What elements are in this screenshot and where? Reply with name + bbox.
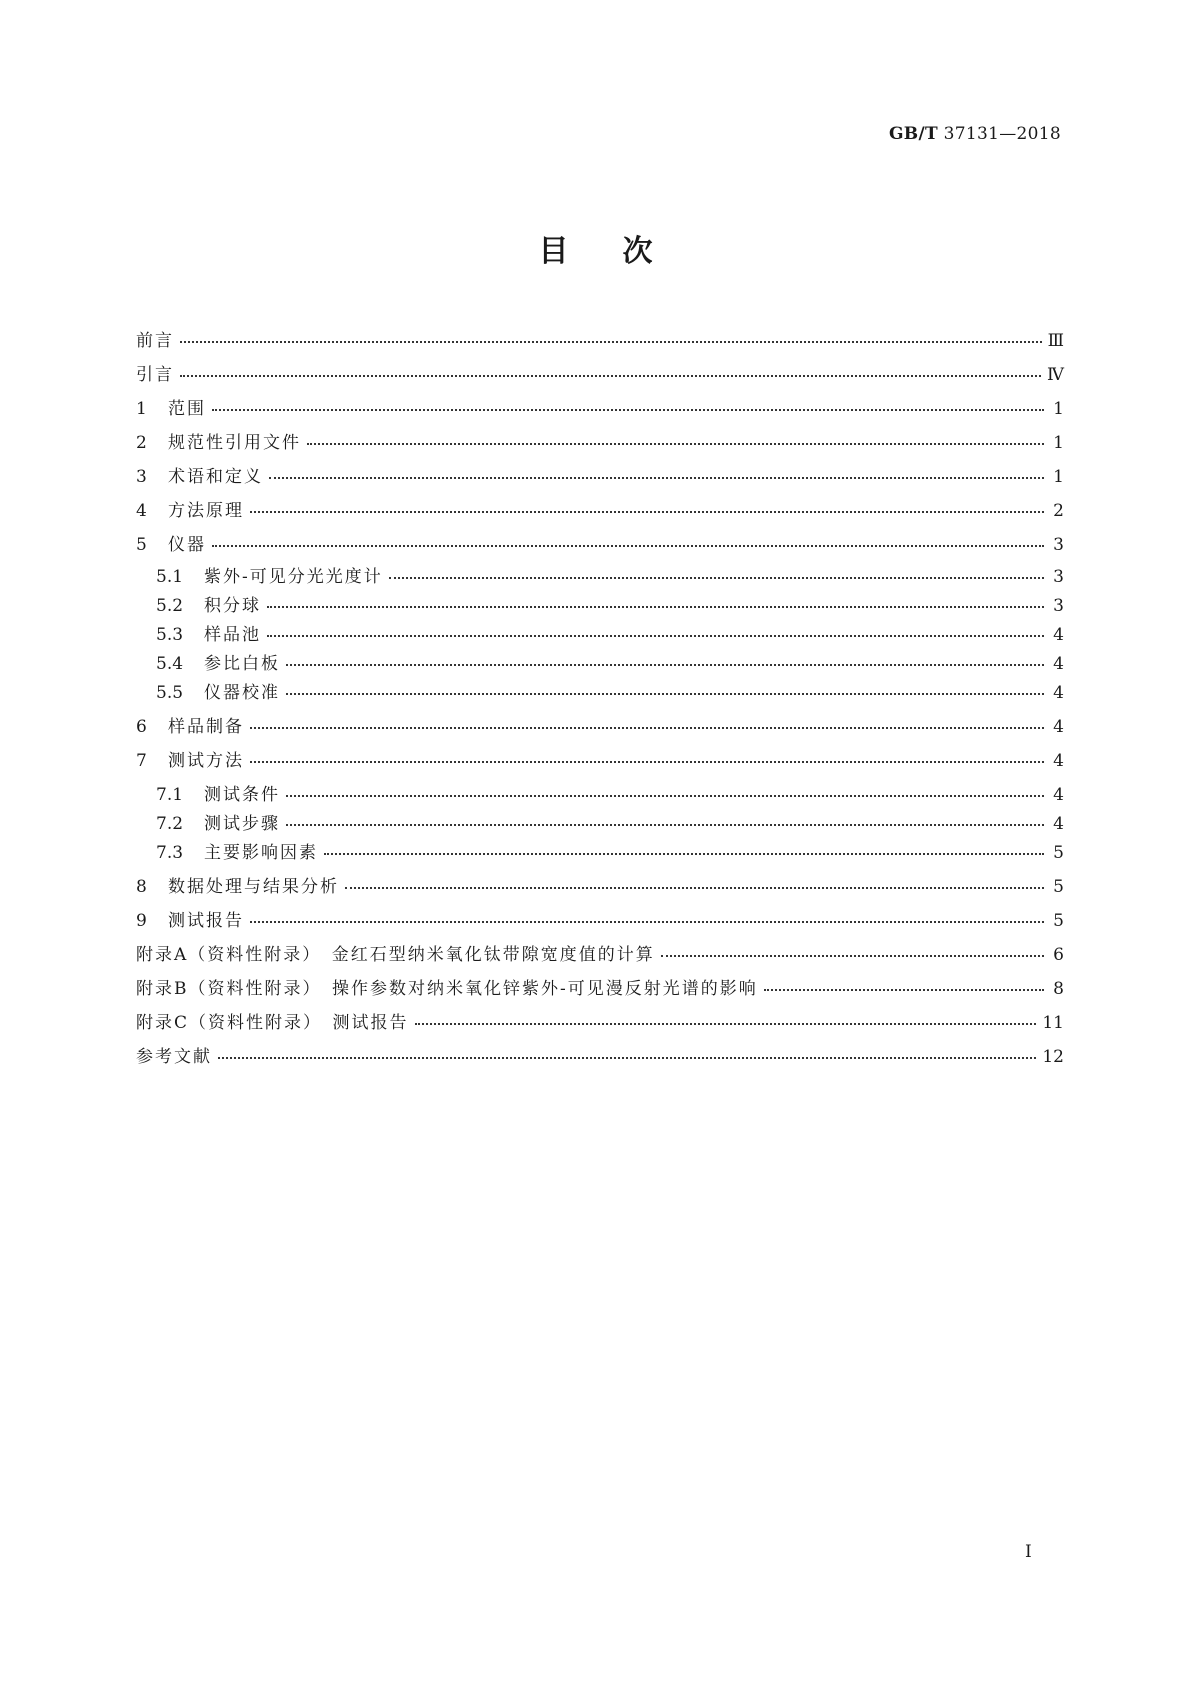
- toc-entry-label: 附录C（资料性附录） 测试报告: [136, 1013, 409, 1033]
- toc-entry-label: 主要影响因素: [204, 843, 318, 863]
- toc-entry-label: 紫外-可见分光光度计: [204, 567, 383, 587]
- toc-leader: [250, 760, 1044, 763]
- toc-entry-page: 4: [1053, 785, 1064, 805]
- toc-entry-label: 附录B（资料性附录） 操作参数对纳米氧化锌紫外-可见漫反射光谱的影响: [136, 979, 758, 999]
- toc-entry-page: 2: [1053, 501, 1064, 521]
- toc-leader: [324, 852, 1044, 855]
- toc-entry[interactable]: [136, 906, 1064, 930]
- toc-entry-page: 8: [1053, 979, 1064, 999]
- standard-code: [889, 124, 1061, 144]
- toc-entry[interactable]: [136, 872, 1064, 896]
- toc-leader: [212, 544, 1044, 547]
- toc-subentry[interactable]: [156, 838, 1064, 862]
- toc-entry-page: 4: [1053, 717, 1064, 737]
- toc-entry-page: 5: [1053, 877, 1064, 897]
- toc-entry-number: 5.2: [156, 596, 184, 616]
- toc-leader: [286, 692, 1044, 695]
- toc-entry-page: 1: [1053, 433, 1064, 453]
- toc-leader: [389, 576, 1044, 579]
- toc-entry-page: 4: [1053, 751, 1064, 771]
- toc-leader: [269, 476, 1044, 479]
- toc-leader: [286, 663, 1044, 666]
- toc-entry-page: 3: [1053, 596, 1064, 616]
- toc-entry-page: 4: [1053, 625, 1064, 645]
- toc-entry-label: 范围: [168, 399, 206, 419]
- toc-entry-number: 7.2: [156, 814, 184, 834]
- toc-entry-number: 6: [136, 717, 147, 737]
- toc-entry-references[interactable]: [136, 1042, 1064, 1066]
- toc-entry-page: Ⅳ: [1047, 365, 1064, 385]
- toc-entry[interactable]: [136, 394, 1064, 418]
- toc-entry-label: 仪器: [168, 535, 206, 555]
- toc-leader: [218, 1056, 1036, 1059]
- toc-entry-label: 规范性引用文件: [168, 433, 301, 453]
- toc-leader: [180, 340, 1042, 343]
- toc-subentry[interactable]: [156, 562, 1064, 586]
- standard-code-number: 37131—2018: [943, 124, 1061, 144]
- page-number: I: [1025, 1542, 1032, 1562]
- toc-entry-number: 3: [136, 467, 147, 487]
- toc-entry-number: 1: [136, 399, 147, 419]
- toc-leader: [415, 1022, 1037, 1025]
- toc-entry[interactable]: [136, 746, 1064, 770]
- toc-entry-page: 5: [1053, 911, 1064, 931]
- toc-leader: [661, 954, 1044, 957]
- toc-leader: [212, 408, 1044, 411]
- toc-leader: [250, 726, 1044, 729]
- toc-entry-label: 测试条件: [204, 785, 280, 805]
- toc-subentry[interactable]: [156, 780, 1064, 804]
- toc-entry-number: 7.1: [156, 785, 184, 805]
- toc-entry-annex-b[interactable]: [136, 974, 1064, 998]
- toc-entry-page: 1: [1053, 399, 1064, 419]
- toc-subentry[interactable]: [156, 649, 1064, 673]
- toc-subentry[interactable]: [156, 591, 1064, 615]
- toc-entry-page: 12: [1042, 1047, 1064, 1067]
- toc-entry-page: 6: [1053, 945, 1064, 965]
- toc-entry[interactable]: [136, 496, 1064, 520]
- toc-entry-page: 5: [1053, 843, 1064, 863]
- toc-entry-label: 方法原理: [168, 501, 244, 521]
- toc-entry-label: 仪器校准: [204, 683, 280, 703]
- toc-entry-number: 4: [136, 501, 147, 521]
- toc-entry-annex-c[interactable]: [136, 1008, 1064, 1032]
- toc-entry-number: 9: [136, 911, 147, 931]
- toc-entry-label: 样品制备: [168, 717, 244, 737]
- toc-entry[interactable]: [136, 360, 1064, 384]
- toc-leader: [307, 442, 1044, 445]
- toc-entry-label: 前言: [136, 331, 174, 351]
- toc-leader: [180, 374, 1041, 377]
- toc-entry-number: 7.3: [156, 843, 184, 863]
- toc-entry-page: 4: [1053, 814, 1064, 834]
- toc-entry-number: 5: [136, 535, 147, 555]
- toc-entry-number: 8: [136, 877, 147, 897]
- toc-leader: [286, 823, 1044, 826]
- toc-entry-page: 11: [1042, 1013, 1064, 1033]
- toc-entry-label: 测试方法: [168, 751, 244, 771]
- toc-entry[interactable]: [136, 530, 1064, 554]
- toc-entry[interactable]: [136, 326, 1064, 350]
- toc-entry-label: 测试报告: [168, 911, 244, 931]
- toc-entry-label: 积分球: [204, 596, 261, 616]
- toc-entry-label: 测试步骤: [204, 814, 280, 834]
- toc-entry-number: 5.4: [156, 654, 184, 674]
- toc-subentry[interactable]: [156, 678, 1064, 702]
- toc-entry[interactable]: [136, 712, 1064, 736]
- toc-entry-number: 5.5: [156, 683, 184, 703]
- toc-entry-label: 附录A（资料性附录） 金红石型纳米氧化钛带隙宽度值的计算: [136, 945, 655, 965]
- toc-leader: [286, 794, 1044, 797]
- toc-entry-label: 参比白板: [204, 654, 280, 674]
- toc-entry-label: 引言: [136, 365, 174, 385]
- toc-entry-number: 2: [136, 433, 147, 453]
- toc-entry-page: 3: [1053, 535, 1064, 555]
- toc-leader: [267, 634, 1044, 637]
- toc-entry-number: 5.3: [156, 625, 184, 645]
- toc-entry-label: 术语和定义: [168, 467, 263, 487]
- toc-leader: [250, 920, 1044, 923]
- toc-entry-label: 样品池: [204, 625, 261, 645]
- toc-leader: [267, 605, 1044, 608]
- toc-leader: [250, 510, 1044, 513]
- toc-entry[interactable]: [136, 428, 1064, 452]
- toc-entry-page: Ⅲ: [1047, 331, 1064, 351]
- standard-code-prefix: GB/T: [888, 124, 938, 144]
- toc-entry-label: 参考文献: [136, 1047, 212, 1067]
- toc-entry-page: 3: [1053, 567, 1064, 587]
- toc-subentry[interactable]: [156, 620, 1064, 644]
- toc-entry-annex-a[interactable]: [136, 940, 1064, 964]
- toc-subentry[interactable]: [156, 809, 1064, 833]
- page-title: 目次: [538, 234, 707, 269]
- toc-entry-number: 7: [136, 751, 147, 771]
- toc-entry-label: 数据处理与结果分析: [168, 877, 339, 897]
- toc-leader: [764, 988, 1044, 991]
- toc-leader: [345, 886, 1044, 889]
- toc-entry-page: 4: [1053, 654, 1064, 674]
- toc-entry[interactable]: [136, 462, 1064, 486]
- toc-entry-page: 1: [1053, 467, 1064, 487]
- toc-entry-page: 4: [1053, 683, 1064, 703]
- toc-entry-number: 5.1: [156, 567, 184, 587]
